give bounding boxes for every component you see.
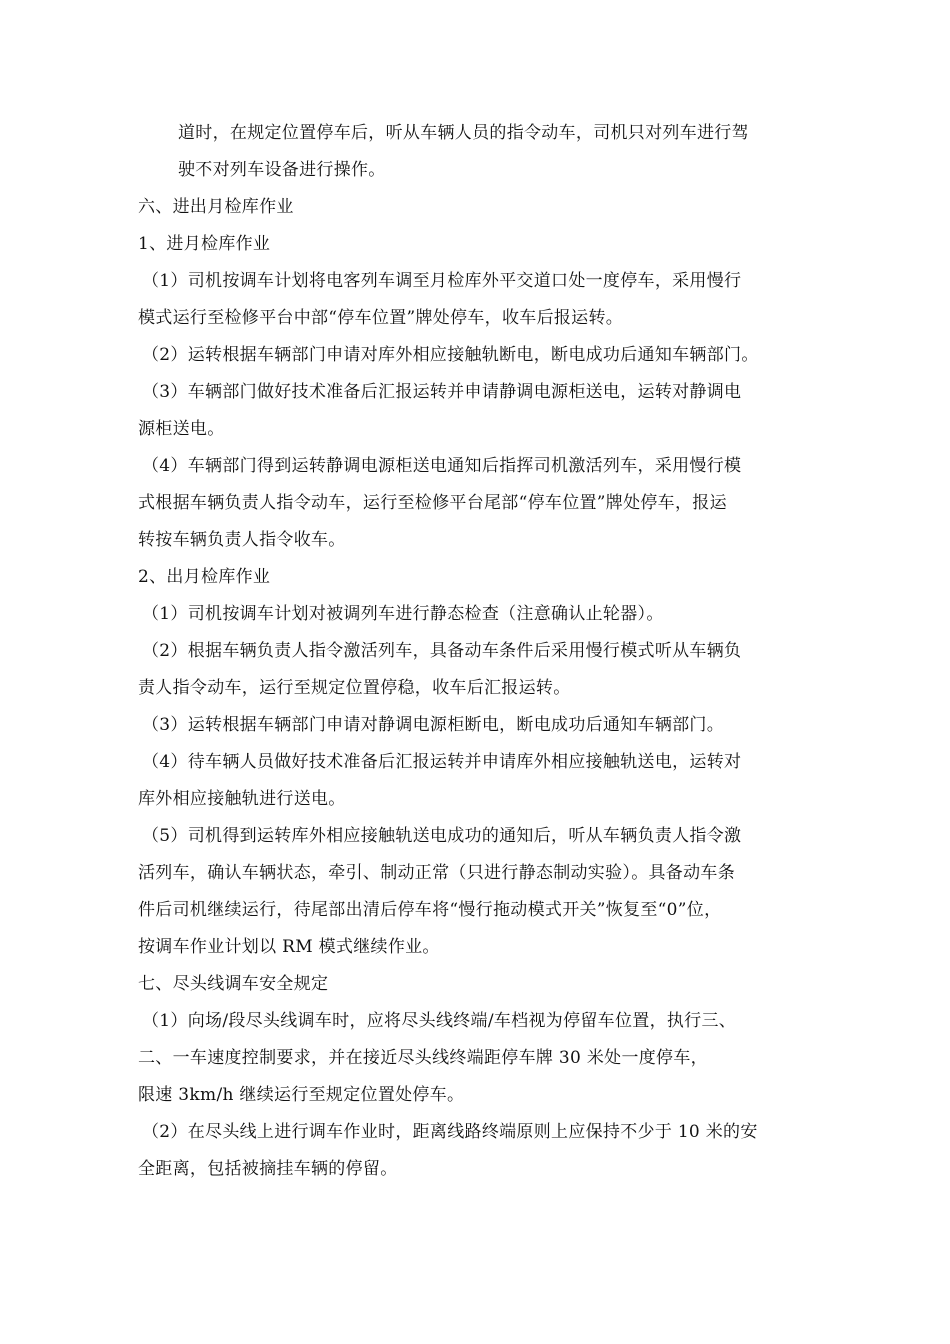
text-line: （4）车辆部门得到运转静调电源柜送电通知后指挥司机激活列车，采用慢行模: [142, 456, 742, 476]
subsection-heading: 2、出月检库作业: [138, 567, 271, 587]
text-line: 库外相应接触轨进行送电。: [138, 789, 346, 809]
text-line: （5）司机得到运转库外相应接触轨送电成功的通知后，听从车辆负责人指令激: [142, 826, 742, 846]
text-line: 模式运行至检修平台中部“停车位置”牌处停车，收车后报运转。: [138, 308, 624, 328]
text-line: （1）司机按调车计划将电客列车调至月检库外平交道口处一度停车，采用慢行: [142, 271, 742, 291]
text-line: （1）向场/段尽头线调车时，应将尽头线终端/车档视为停留车位置，执行三、: [142, 1011, 737, 1031]
text-line: （1）司机按调车计划对被调列车进行静态检查（注意确认止轮器）。: [142, 604, 664, 624]
section-heading: 六、进出月检库作业: [138, 197, 294, 217]
text-line: 责人指令动车，运行至规定位置停稳，收车后汇报运转。: [138, 678, 571, 698]
text-line: 按调车作业计划以 RM 模式继续作业。: [138, 937, 440, 957]
text-line: 源柜送电。: [138, 419, 225, 439]
text-line: 活列车，确认车辆状态，牵引、制动正常（只进行静态制动实验）。具备动车条: [138, 863, 735, 883]
section-heading: 七、尽头线调车安全规定: [138, 974, 329, 994]
text-line: （3）车辆部门做好技术准备后汇报运转并申请静调电源柜送电，运转对静调电: [142, 382, 742, 402]
text-line: （2）运转根据车辆部门申请对库外相应接触轨断电，断电成功后通知车辆部门。: [142, 345, 759, 365]
text-line: 件后司机继续运行，待尾部出清后停车将“慢行拖动模式开关”恢复至“0”位，: [138, 900, 722, 920]
text-line: 限速 3km/h 继续运行至规定位置处停车。: [138, 1085, 465, 1105]
text-line: （2）在尽头线上进行调车作业时，距离线路终端原则上应保持不少于 10 米的安: [142, 1122, 758, 1142]
text-line: 式根据车辆负责人指令动车，运行至检修平台尾部“停车位置”牌处停车，报运: [138, 493, 727, 513]
text-line: （4）待车辆人员做好技术准备后汇报运转并申请库外相应接触轨送电，运转对: [142, 752, 742, 772]
text-line: （3）运转根据车辆部门申请对静调电源柜断电，断电成功后通知车辆部门。: [142, 715, 725, 735]
text-line: 二、一车速度控制要求，并在接近尽头线终端距停车牌 30 米处一度停车，: [138, 1048, 708, 1068]
text-line: 转按车辆负责人指令收车。: [138, 530, 346, 550]
text-line: 全距离，包括被摘挂车辆的停留。: [138, 1159, 398, 1179]
text-line: 驶不对列车设备进行操作。: [178, 160, 386, 180]
text-line: 道时，在规定位置停车后，听从车辆人员的指令动车，司机只对列车进行驾: [178, 123, 749, 143]
subsection-heading: 1、进月检库作业: [138, 234, 271, 254]
text-line: （2）根据车辆负责人指令激活列车，具备动车条件后采用慢行模式听从车辆负: [142, 641, 742, 661]
